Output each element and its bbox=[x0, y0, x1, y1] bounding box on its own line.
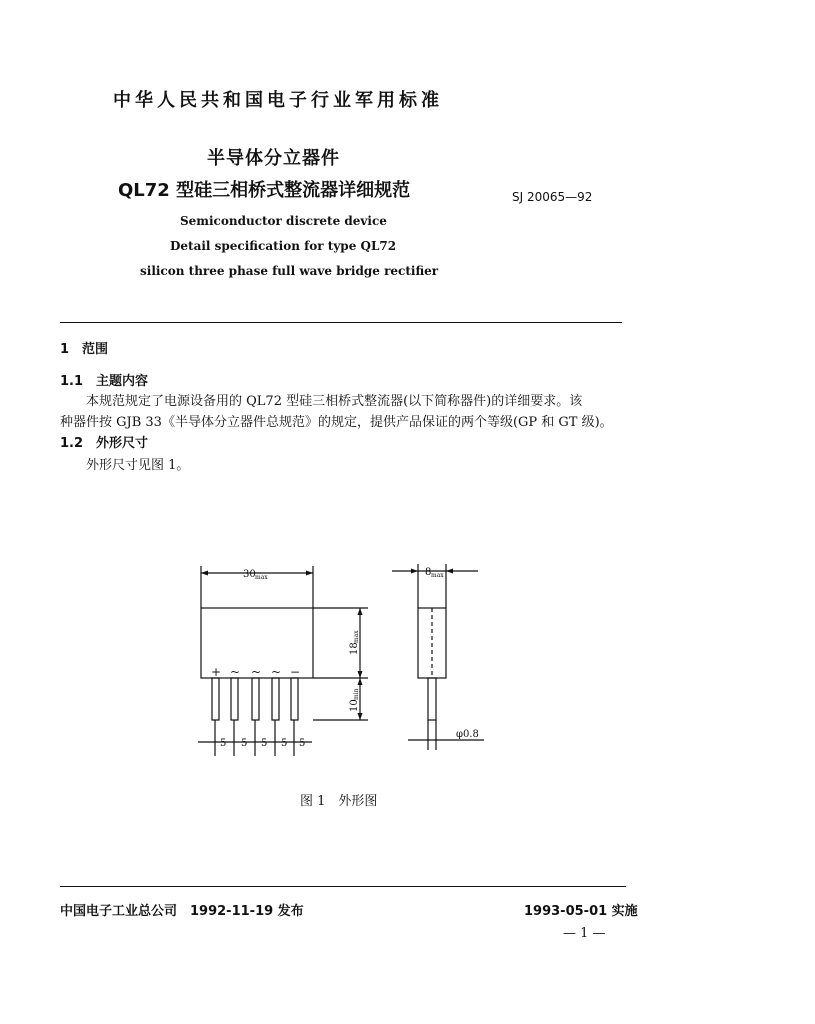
section-1-heading: 1 范围 bbox=[60, 342, 109, 357]
lead-len-dim-sub: min bbox=[353, 688, 360, 700]
width-arrow-right bbox=[306, 571, 313, 576]
pin-label-1: + bbox=[211, 665, 222, 679]
width-dim-sub: max bbox=[255, 574, 268, 581]
lead-2 bbox=[231, 678, 238, 720]
pin-label-3: ~ bbox=[251, 665, 262, 679]
standard-number: SJ 20065—92 bbox=[512, 190, 593, 204]
effective-date: 1993-05-01 实施 bbox=[524, 904, 638, 919]
page-number: — 1 — bbox=[563, 926, 606, 941]
section-1-2-heading: 1.2 外形尺寸 bbox=[60, 436, 149, 451]
lead-len-dim-label: 10 bbox=[349, 699, 360, 712]
width-dim-label: 30 bbox=[243, 569, 256, 580]
english-title-line2: Detail specification for type QL72 bbox=[170, 239, 397, 253]
lead-len-arrow-bottom bbox=[358, 713, 363, 720]
section-1-1-paragraph-line2: 种器件按 GJB 33《半导体分立器件总规范》的规定，提供产品保证的两个等级(GP 和 GT 级)。 bbox=[60, 415, 613, 430]
footer-divider bbox=[60, 886, 626, 887]
pitch-label-2: 5 bbox=[241, 738, 248, 749]
section-1-1-heading: 1.1 主题内容 bbox=[60, 374, 149, 389]
height-arrow-top bbox=[358, 608, 363, 615]
standard-category: 中华人民共和国电子行业军用标准 bbox=[113, 90, 443, 111]
pin-label-4: ~ bbox=[271, 665, 282, 679]
height-dim-label: 18 bbox=[349, 642, 360, 655]
lead-dia-dim-label: φ0.8 bbox=[456, 729, 479, 740]
thickness-arrow-left bbox=[411, 569, 418, 574]
pitch-label-3: 5 bbox=[261, 738, 268, 749]
height-arrow-bottom bbox=[358, 671, 363, 678]
title-line2: QL72 型硅三相桥式整流器详细规范 bbox=[118, 180, 411, 201]
side-lead bbox=[428, 678, 436, 720]
width-arrow-left bbox=[201, 571, 208, 576]
lead-1 bbox=[212, 678, 219, 720]
title-line1: 半导体分立器件 bbox=[207, 148, 340, 169]
thickness-dim-label: 8 bbox=[425, 567, 432, 578]
pitch-label-1: 5 bbox=[220, 738, 227, 749]
lead-5 bbox=[291, 678, 298, 720]
thickness-dim-sub: max bbox=[431, 572, 444, 579]
pin-label-2: ~ bbox=[230, 665, 241, 679]
lead-4 bbox=[272, 678, 279, 720]
lead-len-arrow-top bbox=[358, 678, 363, 685]
pin-label-5: − bbox=[290, 665, 301, 679]
thickness-arrow-right bbox=[446, 569, 453, 574]
pitch-label-5: 5 bbox=[299, 738, 306, 749]
lead-3 bbox=[252, 678, 259, 720]
height-dim-sub: max bbox=[353, 630, 360, 643]
section-1-1-paragraph-line1: 本规范规定了电源设备用的 QL72 型硅三相桥式整流器(以下简称器件)的详细要求。该 bbox=[86, 394, 583, 409]
english-title-line1: Semiconductor discrete device bbox=[180, 214, 387, 228]
section-1-2-paragraph: 外形尺寸见图 1。 bbox=[86, 458, 190, 473]
pitch-label-4: 5 bbox=[281, 738, 288, 749]
figure-caption: 图 1 外形图 bbox=[300, 794, 378, 809]
publisher-date: 中国电子工业总公司 1992-11-19 发布 bbox=[60, 904, 304, 919]
english-title-line3: silicon three phase full wave bridge rectifier bbox=[140, 264, 439, 278]
